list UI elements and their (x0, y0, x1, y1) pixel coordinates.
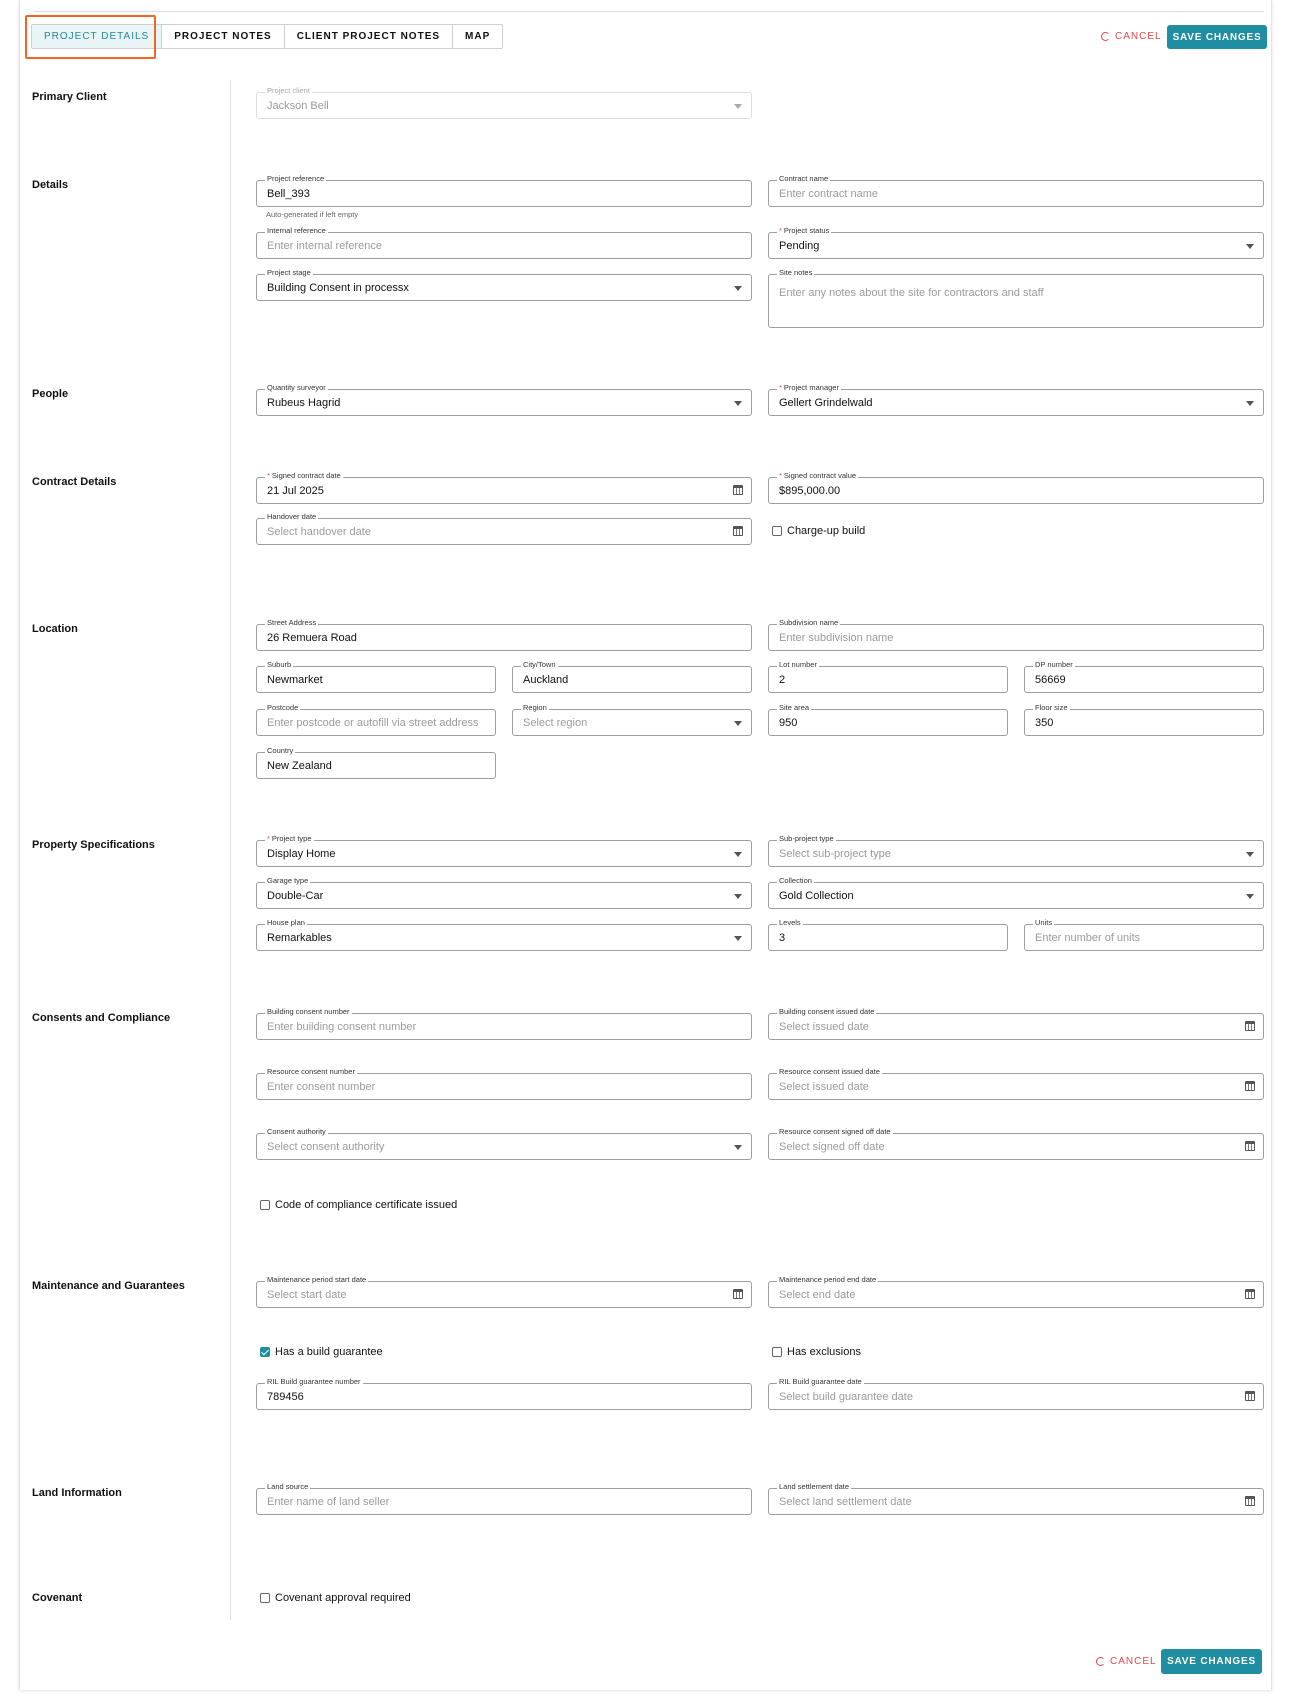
charge-up-build-checkbox[interactable]: Charge-up build (772, 525, 865, 537)
calendar-icon[interactable] (733, 485, 743, 495)
section-consents-compliance: Consents and Compliance (32, 1012, 171, 1024)
section-maintenance-guarantees: Maintenance and Guarantees (32, 1280, 185, 1292)
quantity-surveyor-select[interactable]: Quantity surveyor Rubeus Hagrid (256, 389, 752, 416)
handover-date-picker[interactable]: Handover date Select handover date (256, 518, 752, 545)
checkbox-icon[interactable] (772, 526, 782, 536)
chevron-down-icon (1246, 852, 1254, 857)
has-exclusions-checkbox[interactable]: Has exclusions (772, 1346, 861, 1358)
chevron-down-icon (734, 894, 742, 899)
calendar-icon[interactable] (1245, 1496, 1255, 1506)
country-input[interactable]: Country New Zealand (256, 752, 496, 779)
chevron-down-icon (734, 936, 742, 941)
dp-number-input[interactable]: DP number 56669 (1024, 666, 1264, 693)
code-of-compliance-checkbox[interactable]: Code of compliance certificate issued (260, 1199, 457, 1211)
units-input[interactable]: Units Enter number of units (1024, 924, 1264, 951)
tab-client-project-notes[interactable]: CLIENT PROJECT NOTES (285, 25, 453, 48)
calendar-icon[interactable] (1245, 1021, 1255, 1031)
calendar-icon[interactable] (733, 526, 743, 536)
collection-select[interactable]: Collection Gold Collection (768, 882, 1264, 909)
section-covenant: Covenant (32, 1592, 83, 1604)
section-location: Location (32, 623, 78, 635)
resource-consent-signed-off-date-picker[interactable]: Resource consent signed off date Select signed off date (768, 1133, 1264, 1160)
resource-consent-issued-date-picker[interactable]: Resource consent issued date Select issued date (768, 1073, 1264, 1100)
garage-type-select[interactable]: Garage type Double-Car (256, 882, 752, 909)
chevron-down-icon (734, 1145, 742, 1150)
checkbox-checked-icon[interactable] (260, 1347, 270, 1357)
undo-icon (1101, 32, 1110, 41)
lot-number-input[interactable]: Lot number 2 (768, 666, 1008, 693)
calendar-icon[interactable] (1245, 1141, 1255, 1151)
cancel-button-top[interactable] (1101, 31, 1162, 42)
section-contract-details: Contract Details (32, 476, 117, 488)
building-consent-number-input[interactable]: Building consent number Enter building consent number (256, 1013, 752, 1040)
project-client-select: Project client Jackson Bell (256, 92, 752, 119)
tab-bar (31, 24, 503, 49)
chevron-down-icon (734, 852, 742, 857)
chevron-down-icon (734, 721, 742, 726)
chevron-down-icon (1246, 244, 1254, 249)
ril-guarantee-number-input[interactable]: RIL Build guarantee number 789456 (256, 1383, 752, 1410)
project-status-select[interactable]: * Project status Pending (768, 232, 1264, 259)
calendar-icon[interactable] (1245, 1391, 1255, 1401)
land-settlement-date-picker[interactable]: Land settlement date Select land settlement date (768, 1488, 1264, 1515)
project-type-select[interactable]: * Project type Display Home (256, 840, 752, 867)
signed-contract-value-input[interactable]: * Signed contract value $895,000.00 (768, 477, 1264, 504)
card-divider (34, 11, 1264, 12)
city-input[interactable]: City/Town Auckland (512, 666, 752, 693)
section-details: Details (32, 179, 69, 191)
save-changes-button-bottom[interactable]: SAVE CHANGES (1161, 1649, 1262, 1674)
resource-consent-number-input[interactable]: Resource consent number Enter consent number (256, 1073, 752, 1100)
project-reference-hint: Auto-generated if left empty (266, 210, 359, 219)
covenant-approval-checkbox[interactable]: Covenant approval required (260, 1592, 411, 1604)
region-select[interactable]: Region Select region (512, 709, 752, 736)
save-changes-button-top[interactable]: SAVE CHANGES (1167, 25, 1267, 49)
levels-input[interactable]: Levels 3 (768, 924, 1008, 951)
site-area-input[interactable]: Site area 950 (768, 709, 1008, 736)
project-manager-select[interactable]: * Project manager Gellert Grindelwald (768, 389, 1264, 416)
calendar-icon[interactable] (1245, 1289, 1255, 1299)
checkbox-icon[interactable] (772, 1347, 782, 1357)
tab-project-details[interactable]: PROJECT DETAILS (32, 25, 162, 48)
cancel-button-bottom[interactable] (1096, 1656, 1157, 1667)
section-primary-client: Primary Client (32, 91, 107, 103)
postcode-input[interactable]: Postcode Enter postcode or autofill via street address (256, 709, 496, 736)
calendar-icon[interactable] (733, 1289, 743, 1299)
contract-name-input[interactable]: Contract name Enter contract name (768, 180, 1264, 207)
section-land-information: Land Information (32, 1487, 122, 1499)
consent-authority-select[interactable]: Consent authority Select consent authority (256, 1133, 752, 1160)
street-address-input[interactable]: Street Address 26 Remuera Road (256, 624, 752, 651)
has-build-guarantee-checkbox[interactable]: Has a build guarantee (260, 1346, 383, 1358)
sub-project-type-select[interactable]: Sub-project type Select sub-project type (768, 840, 1264, 867)
tab-project-notes[interactable]: PROJECT NOTES (162, 25, 284, 48)
section-people: People (32, 388, 69, 400)
maintenance-end-date-picker[interactable]: Maintenance period end date Select end date (768, 1281, 1264, 1308)
project-stage-select[interactable]: Project stage Building Consent in processx (256, 274, 752, 301)
land-source-input[interactable]: Land source Enter name of land seller (256, 1488, 752, 1515)
floor-size-input[interactable]: Floor size 350 (1024, 709, 1264, 736)
tab-map[interactable]: MAP (465, 31, 491, 42)
checkbox-icon[interactable] (260, 1593, 270, 1603)
site-notes-textarea[interactable]: Site notes Enter any notes about the site for contractors and staff (768, 274, 1264, 328)
project-reference-input[interactable]: Project reference Bell_393 (256, 180, 752, 207)
signed-contract-date-picker[interactable]: * Signed contract date 21 Jul 2025 (256, 477, 752, 504)
chevron-down-icon (734, 401, 742, 406)
internal-reference-input[interactable]: Internal reference Enter internal reference (256, 232, 752, 259)
chevron-down-icon (734, 286, 742, 291)
section-property-specifications: Property Specifications (32, 839, 155, 851)
maintenance-start-date-picker[interactable]: Maintenance period start date Select start date (256, 1281, 752, 1308)
cancel-label: CANCEL (1115, 31, 1162, 42)
section-divider (230, 80, 231, 1620)
checkbox-icon[interactable] (260, 1200, 270, 1210)
chevron-down-icon (1246, 401, 1254, 406)
suburb-input[interactable]: Suburb Newmarket (256, 666, 496, 693)
house-plan-select[interactable]: House plan Remarkables (256, 924, 752, 951)
cancel-label: CANCEL (1110, 1656, 1157, 1667)
building-consent-issued-date-picker[interactable]: Building consent issued date Select issued date (768, 1013, 1264, 1040)
undo-icon (1096, 1657, 1105, 1666)
subdivision-name-input[interactable]: Subdivision name Enter subdivision name (768, 624, 1264, 651)
calendar-icon[interactable] (1245, 1081, 1255, 1091)
chevron-down-icon (734, 104, 742, 109)
ril-guarantee-date-picker[interactable]: RIL Build guarantee date Select build guarantee date (768, 1383, 1264, 1410)
chevron-down-icon (1246, 894, 1254, 899)
